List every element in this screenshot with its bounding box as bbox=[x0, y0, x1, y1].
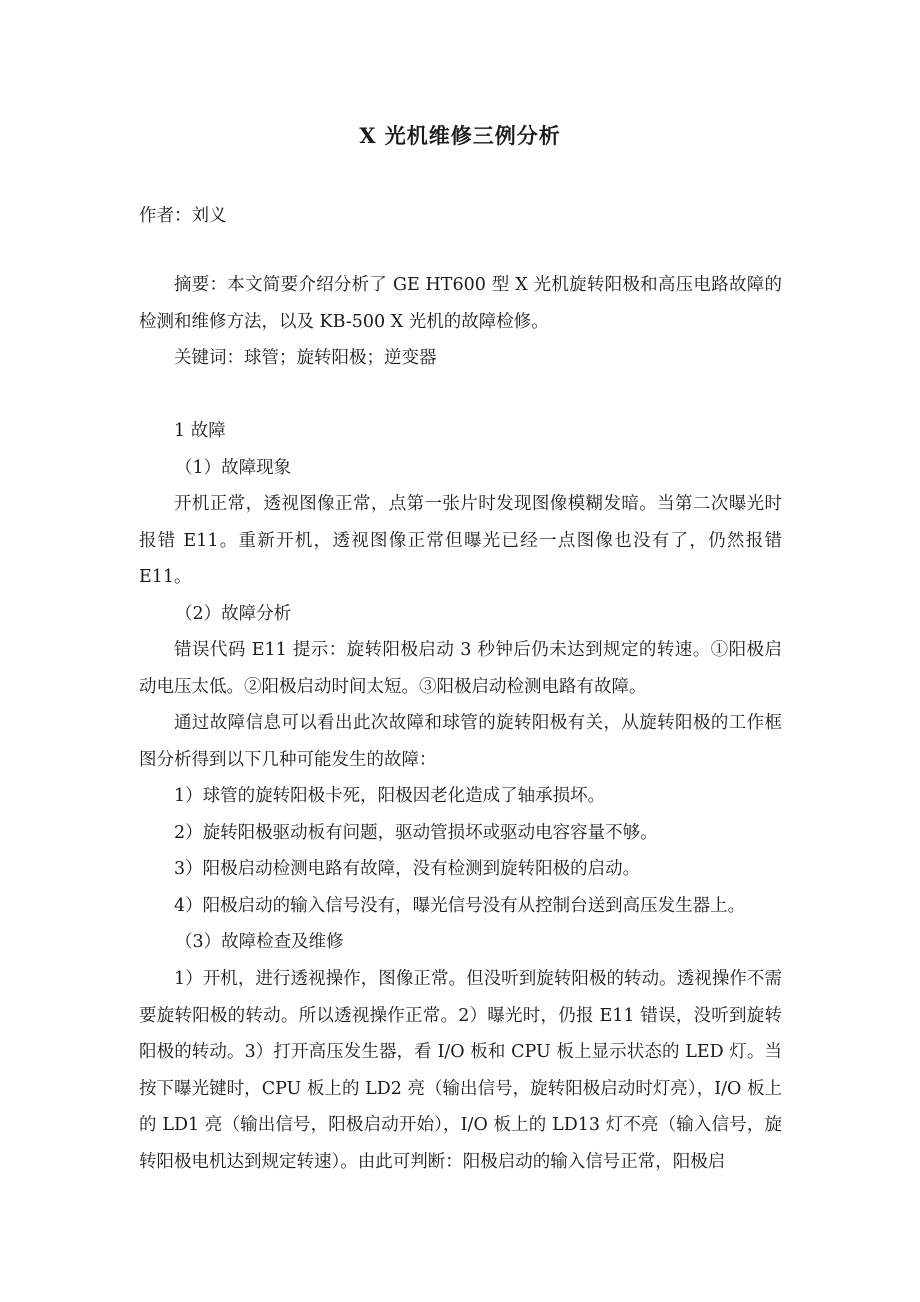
subsection-heading-analysis: （2）故障分析 bbox=[175, 604, 292, 624]
keywords-line: 关键词：球管；旋转阳极；逆变器 bbox=[174, 348, 437, 368]
cause-item: 1）球管的旋转阳极卡死，阳极因老化造成了轴承损坏。 bbox=[174, 786, 606, 806]
subsection-heading-symptom: （1）故障现象 bbox=[175, 458, 292, 478]
analysis-paragraph-2: 通过故障信息可以看出此次故障和球管的旋转阳极有关，从旋转阳极的工作框图分析得到以下几种可能发生的故障： bbox=[139, 713, 782, 770]
cause-item: 3）阳极启动检测电路有故障，没有检测到旋转阳极的启动。 bbox=[174, 859, 641, 879]
cause-item: 4）阳极启动的输入信号没有，曝光信号没有从控制台送到高压发生器上。 bbox=[174, 896, 746, 916]
author-line: 作者：刘义 bbox=[139, 206, 227, 226]
symptom-paragraph: 开机正常，透视图像正常，点第一张片时发现图像模糊发暗。当第二次曝光时报错 E11。重新开机，透视图像正常但曝光已经一点图像也没有了，仍然报错 E11。 bbox=[139, 494, 782, 587]
cause-item: 2）旋转阳极驱动板有问题，驱动管损坏或驱动电容容量不够。 bbox=[174, 823, 658, 843]
document-title: X 光机维修三例分析 bbox=[359, 123, 561, 148]
analysis-paragraph-1: 错误代码 E11 提示：旋转阳极启动 3 秒钟后仍未达到规定的转速。①阳极启动电压太低。②阳极启动时间太短。③阳极启动检测电路有故障。 bbox=[139, 640, 782, 697]
subsection-heading-repair: （3）故障检查及维修 bbox=[175, 932, 344, 952]
repair-paragraph: 1）开机，进行透视操作，图像正常。但没听到旋转阳极的转动。透视操作不需要旋转阳极的转动。所以透视操作正常。2）曝光时，仍报 E11 错误，没听到旋转阳极的转动。3）打开高压发生器，看 I/O 板和 CPU 板上显示状态的 LED 灯。当按下曝光键时，CPU 板上的 LD2 亮（输出信号，旋转阳极启动时灯亮），I/O 板上的 LD1 亮（输出信号，阳极启动开始），I/O 板上的 LD13 灯不亮（输入信号，旋转阳极电机达到规定转速）。由此可判断：阳极启动的输入信号正常，阳极启 bbox=[139, 969, 782, 1172]
abstract-paragraph: 摘要：本文简要介绍分析了 GE HT600 型 X 光机旋转阳极和高压电路故障的检测和维修方法，以及 KB-500 X 光机的故障检修。 bbox=[139, 275, 782, 332]
section-heading: 1 故障 bbox=[174, 421, 226, 441]
